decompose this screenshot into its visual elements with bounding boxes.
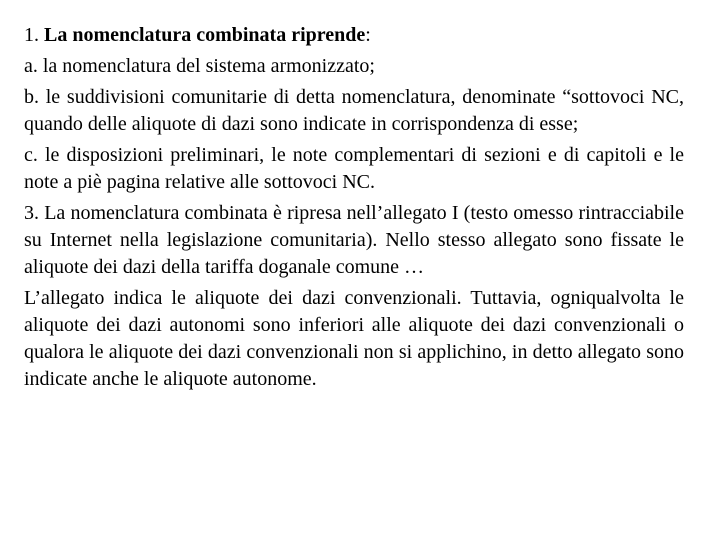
paragraph-a: a. la nomenclatura del sistema armonizzato;	[24, 55, 375, 77]
heading-number: 1.	[24, 24, 39, 46]
document-page	[24, 22, 684, 397]
heading-paragraph	[24, 22, 684, 49]
heading-bold-text: La nomenclatura combinata riprende	[44, 24, 366, 46]
paragraph-3: 3. La nomenclatura combinata è ripresa nell’allegato I (testo omesso rintracciabile su Internet nella legislazione comunitaria). Nello stesso allegato sono fissate le aliquote dei dazi della tariffa doganale comune …	[24, 202, 684, 278]
paragraph-c: c. le disposizioni preliminari, le note complementari di sezioni e di capitoli e le note a piè pagina relative alle sottovoci NC.	[24, 144, 684, 193]
heading-colon: :	[365, 24, 371, 46]
paragraph-allegato: L’allegato indica le aliquote dei dazi convenzionali. Tuttavia, ogniqualvolta le aliquote dei dazi autonomi sono inferiori alle aliquote dei dazi convenzionali o qualora le aliquote dei dazi convenzionali non si applichino, in detto allegato sono indicate anche le aliquote autonome.	[24, 287, 684, 390]
paragraph-b: b. le suddivisioni comunitarie di detta nomenclatura, denominate “sottovoci NC, quando delle aliquote di dazi sono indicate in corrispondenza di esse;	[24, 86, 684, 135]
